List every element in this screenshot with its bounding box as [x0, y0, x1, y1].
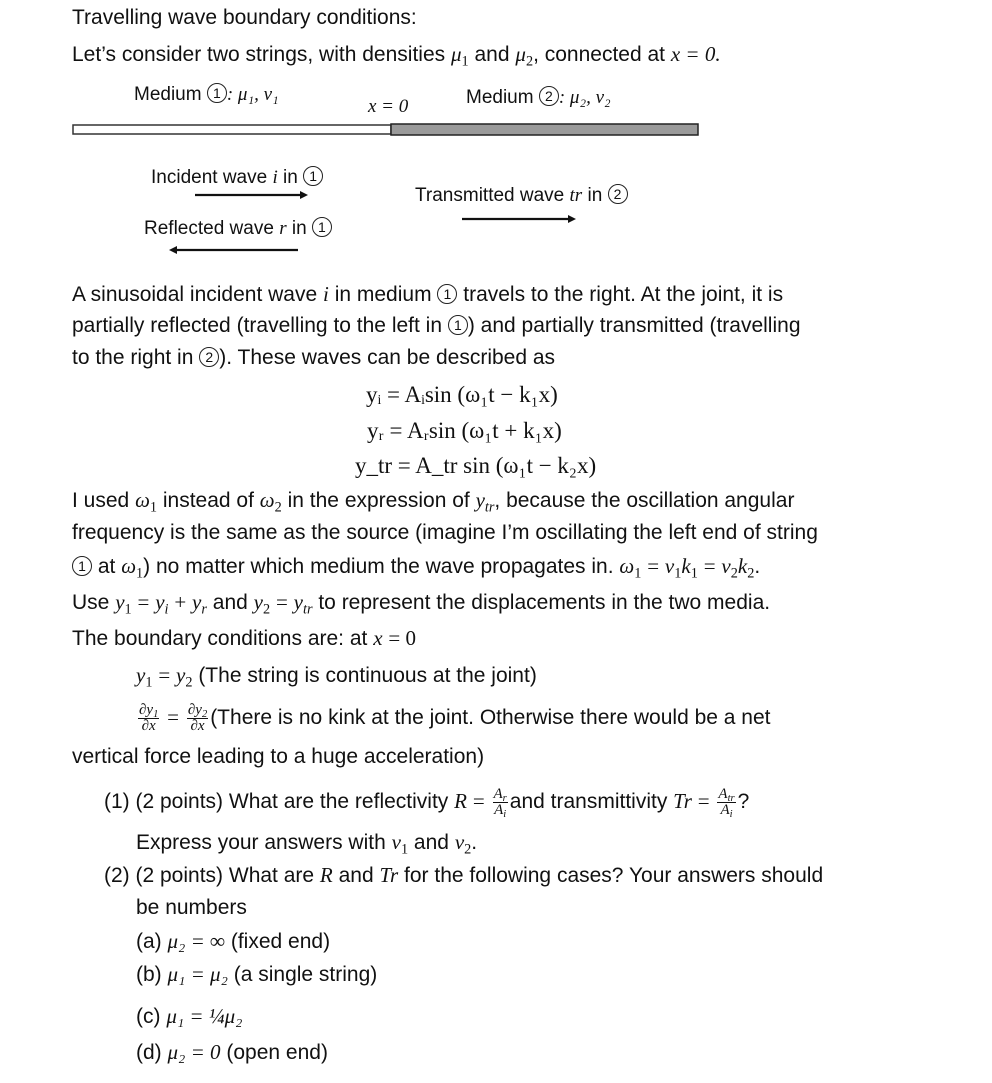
- transmitted-arrowhead: [568, 215, 576, 223]
- boundary-condition-2-cont: vertical force leading to a huge acceleration): [72, 745, 485, 768]
- case-b: (b) μ₁ = μ₂ (a single string): [136, 962, 378, 986]
- transmitted-wave-label: Transmitted wave tr in 2: [415, 183, 628, 209]
- question-2: (2) (2 points) What are R and Tr for the following cases? Your answers should: [104, 863, 824, 887]
- medium-2-label: Medium 2 : μ₂, v₂: [466, 87, 611, 108]
- case-d: (d) μ₂ = 0 (open end): [136, 1040, 328, 1064]
- para2-line3: 1 at $\omega_1$) no matter which medium the wave propagates in. $\omega_1 = v_1k_1 = v_2k_2$.: [72, 553, 760, 580]
- para1-line1: A sinusoidal incident wave i in medium 1 travels to the right. At the joint, it is: [72, 282, 784, 306]
- para2-line1: I used $\omega_1$ instead of $\omega_2$ in the expression of $y_{tr}$, because the oscillation angular: [72, 488, 795, 516]
- question-2-cont: be numbers: [136, 896, 247, 919]
- medium-1-label: Medium 1 : μ₁, v₁: [134, 84, 279, 105]
- incident-arrowhead: [300, 191, 308, 199]
- para2-line2: frequency is the same as the source (imagine I’m oscillating the left end of string: [72, 521, 818, 544]
- case-a: (a) μ₂ = ∞ (fixed end): [136, 929, 331, 953]
- question-1-instructions: Express your answers with $v_1$ and $v_2$.: [136, 830, 478, 858]
- question-1: (1) (2 points) What are the reflectivity R = $\frac{A_r}{A_i}$ and transmittivity Tr = $\frac{A_{tr}}{A_i}$ ?: [104, 786, 750, 821]
- para2-line5: The boundary conditions are: at x = 0: [72, 626, 416, 650]
- para1-line3: to the right in 2 ). These waves can be described as: [72, 346, 556, 369]
- boundary-condition-2: $\frac{\partial y_1}{\partial x}$ = $\frac{\partial y_2}{\partial x}$ (There is no kink at the joint. Otherwise there would be a net: [139, 702, 771, 734]
- reflected-wave-label: Reflected wave r in 1: [144, 216, 332, 242]
- para1-line2: partially reflected (travelling to the left in 1 ) and partially transmitted (travelling: [72, 314, 801, 337]
- incident-wave-label: Incident wave i in 1: [151, 165, 323, 191]
- joint-label: x = 0: [368, 96, 409, 117]
- intro-line: Let’s consider two strings, with densities $\mu_1$ and $\mu_2$, connected at x = 0.: [72, 42, 721, 70]
- equation-ytr: y_tr = A_tr sin (ω₁t − k₂x): [355, 453, 597, 478]
- reflected-arrowhead: [169, 246, 177, 254]
- para2-line4: Use $y_1 = y_i + y_r$ and $y_2 = y_{tr}$ to represent the displacements in the two media.: [72, 590, 771, 618]
- string-medium-1: [73, 125, 391, 134]
- equation-yi: yᵢ = Aᵢsin (ω₁t − k₁x): [366, 382, 558, 407]
- page-title: Travelling wave boundary conditions:: [72, 6, 417, 29]
- equation-yr: yᵣ = Aᵣsin (ω₁t + k₁x): [367, 418, 562, 443]
- string-medium-2: [391, 124, 698, 135]
- boundary-condition-1: $y_1 = y_2$ (The string is continuous at the joint): [136, 663, 537, 691]
- case-c: (c) μ₁ = ¼μ₂: [136, 1004, 243, 1028]
